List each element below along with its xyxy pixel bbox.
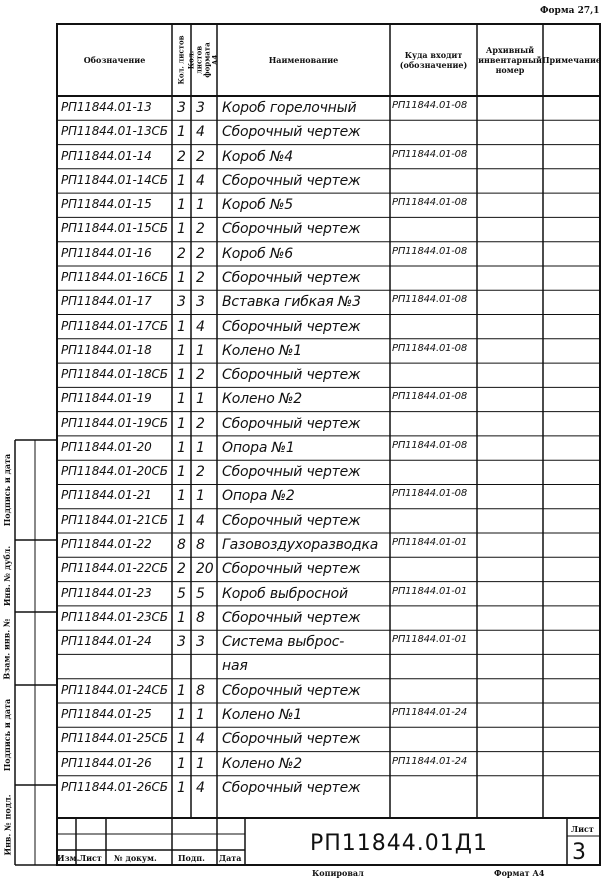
row-a4-count: 4 [196, 318, 205, 335]
row-a4-count: 2 [196, 245, 205, 262]
row-name: Короб №5 [222, 197, 293, 214]
row-where-used: РП11844.01-01 [392, 585, 467, 597]
row-name: Сборочный чертеж [222, 682, 361, 699]
header-archive-number: Архивный инвентарный номер [478, 44, 542, 75]
tb-sheet-label: Лист [571, 824, 594, 834]
header-a4-count: Кол. листов формата А4 [187, 41, 220, 78]
row-a4-count: 3 [196, 634, 205, 651]
row-designation: РП11844.01-13СБ [61, 124, 168, 139]
row-sheet-count: 3 [177, 294, 186, 311]
side-signature-date-1: Подпись и дата [2, 453, 13, 527]
row-sheet-count: 3 [177, 100, 186, 116]
row-sheet-count: 1 [177, 124, 186, 141]
row-where-used: РП11844.01-08 [392, 342, 467, 354]
row-name: Вставка гибкая №3 [222, 294, 361, 311]
row-sheet-count: 1 [177, 731, 186, 748]
row-a4-count: 1 [196, 755, 205, 772]
row-a4-count: 4 [196, 124, 205, 141]
row-where-used: РП11844.01-08 [392, 148, 467, 160]
row-sheet-count: 1 [177, 488, 186, 505]
row-sheet-count: 1 [177, 512, 186, 529]
tb-format: Формат А4 [494, 868, 545, 878]
row-name: Опора №1 [222, 439, 295, 456]
row-sheet-count: 1 [177, 464, 186, 481]
row-a4-count: 4 [196, 172, 205, 189]
row-name: Короб горелочный [222, 100, 357, 116]
row-name: ная [222, 658, 248, 675]
row-sheet-count: 8 [177, 537, 186, 554]
side-signature-date-2: Подпись и дата [2, 698, 13, 772]
row-name: Сборочный чертеж [222, 512, 361, 529]
row-where-used: РП11844.01-08 [392, 294, 467, 306]
row-sheet-count: 1 [177, 755, 186, 772]
row-a4-count: 1 [196, 707, 205, 723]
row-name: Колено №1 [222, 342, 302, 359]
row-designation: РП11844.01-20СБ [61, 464, 168, 479]
row-designation: РП11844.01-14СБ [61, 172, 168, 187]
row-a4-count: 5 [196, 585, 205, 602]
row-designation: РП11844.01-21СБ [61, 512, 168, 527]
row-a4-count: 2 [196, 415, 205, 432]
row-a4-count: 1 [196, 488, 205, 505]
row-designation: РП11844.01-21 [61, 488, 152, 503]
row-a4-count: 2 [196, 367, 205, 384]
row-where-used: РП11844.01-01 [392, 537, 467, 549]
tb-copied: Копировал [312, 868, 364, 878]
row-designation: РП11844.01-24 [61, 634, 152, 649]
row-name: Короб №4 [222, 148, 293, 165]
row-designation: РП11844.01-19 [61, 391, 152, 406]
row-designation: РП11844.01-17СБ [61, 318, 168, 333]
row-a4-count: 4 [196, 512, 205, 529]
row-designation: РП11844.01-13 [61, 100, 152, 114]
tb-date: Дата [219, 853, 242, 863]
row-designation: РП11844.01-23СБ [61, 609, 168, 624]
row-name: Сборочный чертеж [222, 367, 361, 384]
row-sheet-count: 1 [177, 318, 186, 335]
row-a4-count: 1 [196, 342, 205, 359]
side-original-inv-no: Инв. № подл. [2, 794, 13, 856]
row-designation: РП11844.01-17 [61, 294, 152, 309]
row-where-used: РП11844.01-08 [392, 488, 467, 500]
row-designation: РП11844.01-23 [61, 585, 152, 600]
row-designation: РП11844.01-22 [61, 537, 152, 552]
row-name: Сборочный чертеж [222, 221, 361, 238]
row-where-used: РП11844.01-01 [392, 634, 467, 646]
row-name: Газовоздухоразводка [222, 537, 379, 554]
row-a4-count: 3 [196, 294, 205, 311]
tb-signature: Подп. [178, 853, 205, 863]
row-a4-count: 1 [196, 391, 205, 408]
row-a4-count: 4 [196, 731, 205, 748]
row-name: Сборочный чертеж [222, 731, 361, 748]
row-where-used: РП11844.01-08 [392, 245, 467, 257]
side-dup-inv-no: Инв. № дубл. [2, 545, 12, 607]
row-name: Короб выбросной [222, 585, 348, 602]
row-designation: РП11844.01-18СБ [61, 367, 168, 382]
row-a4-count: 8 [196, 682, 205, 699]
row-sheet-count: 1 [177, 609, 186, 626]
row-designation: РП11844.01-15СБ [61, 221, 168, 236]
row-name: Сборочный чертеж [222, 464, 361, 481]
row-a4-count: 2 [196, 221, 205, 238]
row-name: Сборочный чертеж [222, 318, 361, 335]
header-designation: Обозначение [83, 54, 146, 65]
row-name: Колено №2 [222, 755, 302, 772]
row-name: Система выброс- [222, 634, 345, 651]
row-name: Сборочный чертеж [222, 172, 361, 189]
row-a4-count: 3 [196, 100, 205, 116]
row-sheet-count: 1 [177, 342, 186, 359]
row-sheet-count: 1 [177, 415, 186, 432]
header-where-used: Куда входит (обозначение) [399, 49, 468, 70]
row-sheet-count: 2 [177, 561, 186, 578]
form-label: Форма 27,1 [540, 6, 600, 16]
row-sheet-count: 1 [177, 682, 186, 699]
sheet-number: 3 [572, 840, 586, 865]
row-where-used: РП11844.01-08 [392, 391, 467, 403]
row-designation: РП11844.01-25 [61, 707, 152, 721]
row-sheet-count: 1 [177, 439, 186, 456]
side-replace-inv-no: Взам. инв. № [2, 617, 12, 680]
row-name: Сборочный чертеж [222, 561, 361, 578]
row-designation: РП11844.01-22СБ [61, 561, 168, 576]
tb-change: Изм. [57, 853, 80, 863]
row-sheet-count: 2 [177, 148, 186, 165]
header-note: Примечание [541, 54, 602, 65]
row-sheet-count: 2 [177, 245, 186, 262]
row-name: Колено №1 [222, 707, 302, 723]
row-sheet-count: 1 [177, 367, 186, 384]
row-name: Сборочный чертеж [222, 269, 361, 286]
row-a4-count: 2 [196, 464, 205, 481]
row-a4-count: 4 [196, 779, 205, 796]
row-where-used: РП11844.01-24 [392, 707, 467, 718]
row-sheet-count: 5 [177, 585, 186, 602]
tb-sheet: Лист [79, 853, 102, 863]
row-where-used: РП11844.01-24 [392, 755, 467, 767]
row-name: Сборочный чертеж [222, 415, 361, 432]
row-sheet-count: 3 [177, 634, 186, 651]
row-designation: РП11844.01-26 [61, 755, 152, 770]
tb-doc-number: № докум. [114, 853, 157, 863]
row-name: Сборочный чертеж [222, 609, 361, 626]
row-sheet-count: 1 [177, 707, 186, 723]
row-designation: РП11844.01-15 [61, 197, 152, 212]
row-designation: РП11844.01-20 [61, 439, 152, 454]
row-designation: РП11844.01-16СБ [61, 269, 168, 284]
row-designation: РП11844.01-16 [61, 245, 152, 260]
row-where-used: РП11844.01-08 [392, 197, 467, 209]
row-a4-count: 20 [196, 561, 214, 578]
row-designation: РП11844.01-24СБ [61, 682, 168, 697]
row-name: Сборочный чертеж [222, 124, 361, 141]
row-name: Сборочный чертеж [222, 779, 361, 796]
header-sheet-count: Кол. листов [176, 34, 186, 85]
row-where-used: РП11844.01-08 [392, 100, 467, 111]
row-a4-count: 1 [196, 439, 205, 456]
row-name: Короб №6 [222, 245, 293, 262]
row-sheet-count: 1 [177, 779, 186, 796]
row-designation: РП11844.01-18 [61, 342, 152, 357]
row-a4-count: 8 [196, 537, 205, 554]
row-sheet-count: 1 [177, 391, 186, 408]
row-a4-count: 2 [196, 269, 205, 286]
row-sheet-count: 1 [177, 197, 186, 214]
row-a4-count: 8 [196, 609, 205, 626]
row-designation: РП11844.01-19СБ [61, 415, 168, 430]
row-a4-count: 1 [196, 197, 205, 214]
row-name: Опора №2 [222, 488, 295, 505]
row-a4-count: 2 [196, 148, 205, 165]
row-designation: РП11844.01-26СБ [61, 779, 168, 794]
row-sheet-count: 1 [177, 269, 186, 286]
header-name: Наименование [268, 54, 339, 65]
row-sheet-count: 1 [177, 221, 186, 238]
row-designation: РП11844.01-14 [61, 148, 152, 163]
row-sheet-count: 1 [177, 172, 186, 189]
row-designation: РП11844.01-25СБ [61, 731, 168, 746]
row-name: Колено №2 [222, 391, 302, 408]
document-designation: РП11844.01Д1 [310, 831, 488, 856]
row-where-used: РП11844.01-08 [392, 439, 467, 451]
